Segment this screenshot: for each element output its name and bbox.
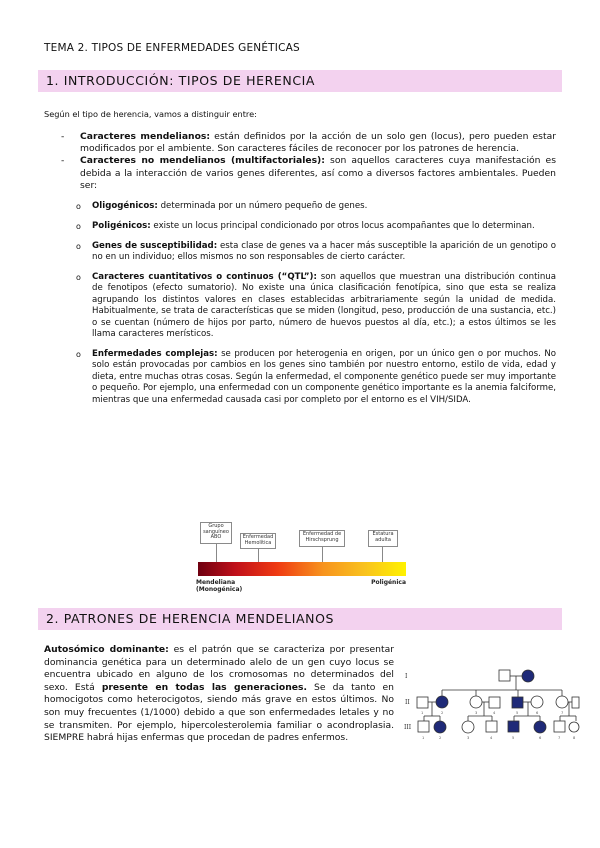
bullet-term: Caracteres mendelianos:: [80, 131, 211, 142]
pedigree-male-affected: [512, 697, 523, 708]
label-line: Hirschsprung: [305, 536, 339, 543]
pedigree-female-unaffected: [531, 696, 543, 708]
left-end-line: Mendeliana: [196, 579, 236, 586]
autosomal-dominant-text: [44, 644, 394, 745]
paragraph-emphasis: presente en todas las generaciones.: [101, 681, 307, 693]
left-end-line: (Monogénica): [196, 586, 243, 593]
subitem-text: determinada por un número pequeño de genes.: [157, 200, 368, 211]
subitem-term: Oligogénicos:: [92, 200, 158, 211]
pedigree-chart: [404, 664, 580, 746]
spectrum-label-abo: [200, 522, 232, 544]
subitem-oligogenic: [44, 201, 556, 212]
pedigree-male-unaffected: [486, 721, 497, 732]
pedigree-male-unaffected: [499, 670, 510, 681]
individual-number: 2: [439, 736, 442, 740]
label-line: Enfermedad: [242, 534, 274, 540]
individual-number: 2: [441, 711, 444, 715]
pedigree-male-unaffected: [572, 697, 579, 708]
spectrum-left-end: [196, 579, 242, 593]
inheritance-type-list: [44, 131, 556, 415]
individual-number: 3: [467, 736, 470, 740]
bullet-text: son aquellos caracteres cuya manifestación es debida a la interacción de varios genes diferentes, así como a diversos factores ambientales. Pueden ser:: [80, 155, 556, 191]
subitem-complex-diseases: [44, 349, 556, 406]
label-line: ABO: [210, 534, 222, 541]
bullet-term: Caracteres no mendelianos (multifactoriales):: [80, 155, 325, 167]
spectrum-label-hemolytic: [240, 533, 276, 549]
spectrum-tick: [216, 543, 217, 562]
pedigree-female-unaffected: [569, 722, 579, 732]
pedigree-female-unaffected: [462, 721, 474, 733]
pedigree-male-affected: [508, 721, 519, 732]
subitem-text: se producen por heterogenia en origen, por un único gen o por muchos. No solo están provocadas por cambios en los genes sino también por nuestro entorno, estilo de vida, edad y dieta, entre muchas otras cosas. Según la enfermedad, el componente genético puede ser muy importante o pequeño. Por ejemplo, una enfermedad con un componente genético importante es la anemia falciforme, mientras que una enfermedad causada casi por completo por el entorno es el VIH/SIDA.: [92, 349, 557, 405]
pedigree-male-unaffected: [418, 721, 429, 732]
individual-number: 6: [536, 711, 539, 715]
section-heading-1: 1. INTRODUCCIÓN: TIPOS DE HERENCIA: [38, 70, 562, 92]
bullet-non-mendelian: [44, 155, 556, 192]
spectrum-tick: [258, 548, 259, 562]
spectrum-label-hirschsprung: [299, 530, 345, 547]
generation-label: II: [405, 699, 410, 706]
pedigree-female-affected: [522, 670, 534, 682]
subitem-susceptibility: [44, 241, 556, 264]
label-line: sanguíneo: [203, 528, 229, 535]
pedigree-male-unaffected: [554, 721, 565, 732]
subitem-term: Genes de susceptibilidad:: [92, 240, 218, 251]
spectrum-gradient-bar: [198, 562, 406, 576]
spectrum-right-end: Poligénica: [371, 579, 406, 586]
intro-text: Según el tipo de herencia, vamos a distinguir entre:: [44, 109, 257, 119]
spectrum-tick: [382, 546, 383, 562]
spectrum-label-stature: [368, 530, 398, 547]
individual-number: 1: [421, 711, 424, 715]
individual-number: 5: [516, 711, 519, 715]
pedigree-female-unaffected: [556, 696, 568, 708]
individual-number: 3: [475, 711, 478, 715]
generation-label: I: [405, 673, 408, 680]
pedigree-female-affected: [534, 721, 546, 733]
bullet-mendelian: [44, 131, 556, 155]
bullet-text: están definidos por la acción de un solo gen (locus), pero pueden estar modificados por el ambiente. Son caracteres fáciles de reconocer por los patrones de herencia.: [80, 131, 556, 155]
pedigree-male-unaffected: [417, 697, 428, 708]
label-line: Estatura: [372, 531, 394, 537]
individual-number: 7: [558, 736, 561, 740]
subitem-marker: o: [76, 350, 81, 360]
section-heading-2: 2. PATRONES DE HERENCIA MENDELIANOS: [38, 608, 562, 630]
paragraph-text: es el patrón que se caracteriza por presentar dominancia genética para un determinado alelo de un gen cuyo locus se encuentra ubicado en alguno de los cromosomas no determinados del sexo. Está: [44, 644, 394, 693]
generation-label: III: [404, 724, 412, 731]
pedigree-female-affected: [434, 721, 446, 733]
pedigree-female-affected: [436, 696, 448, 708]
bullet-marker: -: [61, 155, 65, 167]
subitem-marker: o: [76, 201, 81, 211]
individual-number: 8: [573, 736, 576, 740]
subitem-text: existe un locus principal condicionado por otros locus acompañantes que lo determinan.: [150, 220, 535, 231]
subitem-term: Enfermedades complejas:: [92, 349, 218, 360]
paragraph-text: Se da tanto en homocigotos como heterocigotos, siendo más grave en estos últimos. No son muy frecuentes (1/1000) debido a que son enfermedades letales y no se transmiten. Por ejemplo, hipercolesterolemia familiar o acondroplasia. SIEMPRE habrá hijas enfermas que procedan de padres enfermos.: [44, 681, 394, 744]
bullet-marker: -: [61, 131, 65, 142]
individual-number: 7: [561, 711, 564, 715]
subitem-polygenic: [44, 221, 556, 232]
subitem-marker: o: [76, 273, 81, 283]
subitem-text: son aquellos que muestran una distribución continua de fenotipos (efecto sumatorio). No existe una única clasificación fenotípica, sino que esta se realiza agrupando los distintos valores en clases establecidas arbitrariamente según la unidad de medida. Habitualmente, se trata de características que se miden (longitud, peso, producción de una sustancia, etc.) o se cuentan (número de hijos por parto, número de huevos puestos al día, etc.); a estos últimos se les llama caracteres merísticos.: [92, 272, 556, 340]
inheritance-spectrum-figure: [196, 522, 408, 600]
subitem-quantitative: [44, 272, 556, 340]
pedigree-male-unaffected: [489, 697, 500, 708]
individual-number: 1: [422, 736, 425, 740]
label-line: Hemolítica: [244, 539, 272, 546]
subitem-term: Poligénicos:: [92, 220, 151, 231]
subitem-marker: o: [76, 221, 81, 231]
autosomal-dominant-paragraph: [44, 644, 394, 745]
pedigree-female-unaffected: [470, 696, 482, 708]
label-line: adulta: [375, 536, 391, 543]
page-title: TEMA 2. TIPOS DE ENFERMEDADES GENÉTICAS: [44, 42, 300, 54]
subitem-text: esta clase de genes va a hacer más susceptible la aparición de un genotipo o no en un individuo; ellos mismos no son responsables de cierto carácter.: [92, 240, 556, 263]
individual-number: 6: [539, 736, 542, 740]
individual-number: 5: [512, 736, 515, 740]
label-line: Enfermedad de: [302, 531, 342, 537]
spectrum-tick: [322, 546, 323, 562]
subitem-term: Caracteres cuantitativos o continuos (“QTL”):: [92, 272, 317, 283]
individual-number: 4: [490, 736, 493, 740]
label-line: Grupo: [208, 523, 224, 529]
paragraph-term: Autosómico dominante:: [44, 644, 169, 655]
subitem-marker: o: [76, 241, 81, 251]
individual-number: 4: [493, 711, 496, 715]
